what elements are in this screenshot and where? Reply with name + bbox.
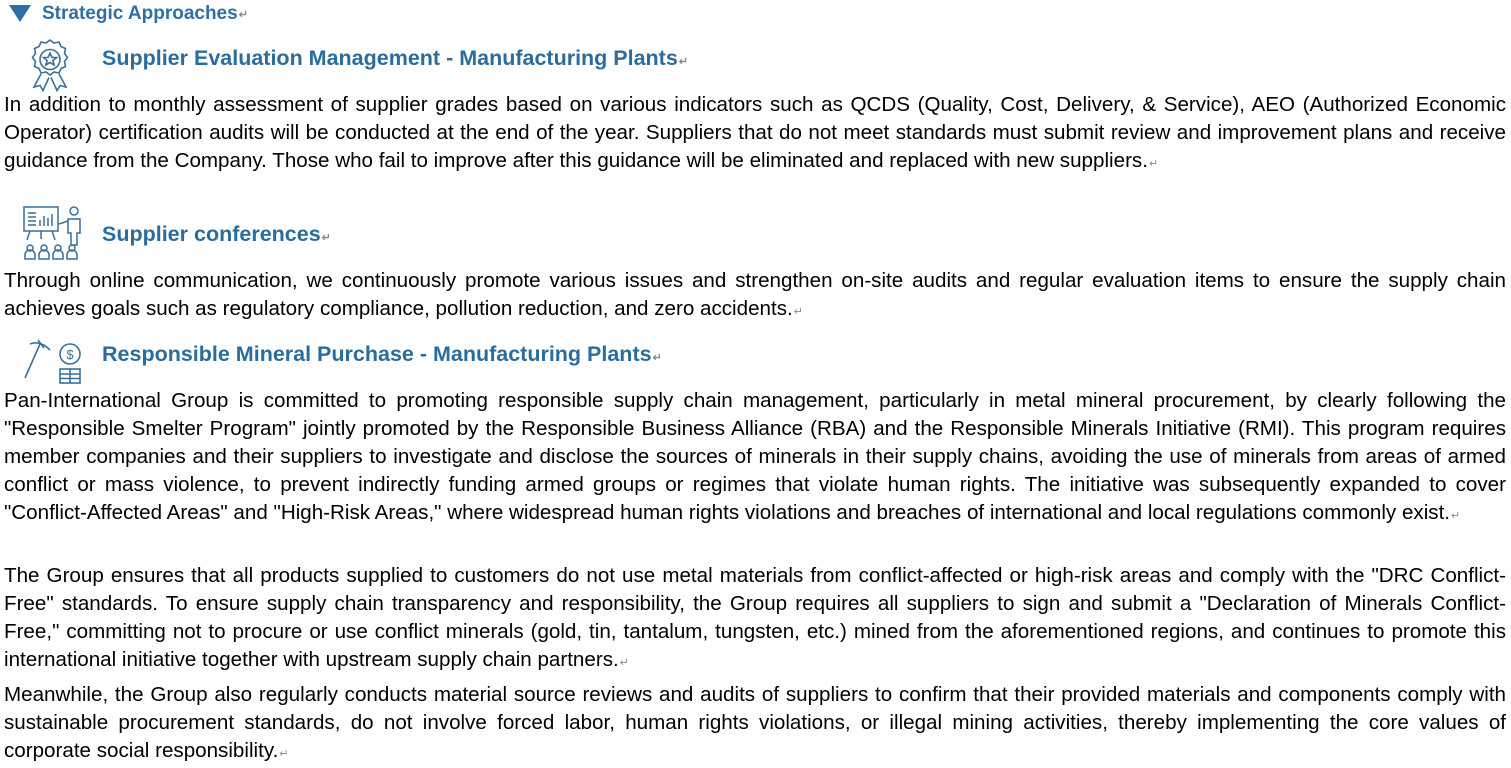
section-header (8, 2, 248, 26)
section-title: Strategic Approaches (42, 3, 238, 24)
paragraph: In addition to monthly assessment of supplier grades based on various indicators such as QCDS (Quality, Cost, Delivery, & Service), AEO (Authorized Economic Operator) certification audits will be conducted at the end of the year. Suppliers that do not meet standards must submit review and improvement plans and receive guidance from the Company. Those who fail to improve after this guidance will be eliminated and replaced with new suppliers.↵ (4, 93, 1506, 172)
paragraph: Pan-International Group is committed to promoting responsible supply chain management, particularly in metal mineral procurement, by clearly following the "Responsible Smelter Program" jointly promoted by the Responsible Business Alliance (RBA) and the Responsible Minerals Initiative (RMI). This program requires member companies and their suppliers to investigate and disclose the sources of minerals in their supply chains, avoiding the use of minerals from areas of armed conflict or mass violence, to prevent indirectly funding armed groups or regimes that violate human rights. The initiative was subsequently expanded to cover "Conflict-Affected Areas" and "High-Risk Areas," where widespread human rights violations and breaches of international and local regulations commonly exist.↵ (4, 389, 1506, 524)
paragraph-mark: ↵ (1451, 510, 1461, 522)
subsection-heading: Responsible Mineral Purchase - Manufacturing Plants↵ (102, 341, 662, 366)
paragraph-mark: ↵ (321, 231, 331, 244)
paragraph-mark: ↵ (619, 657, 629, 669)
subsection-supplier-evaluation (4, 36, 1506, 80)
subsection-supplier-conferences (4, 212, 1506, 256)
paragraph-mark: ↵ (793, 306, 803, 318)
triangle-down-icon[interactable] (8, 3, 34, 25)
paragraph: Meanwhile, the Group also regularly conducts material source reviews and audits of suppliers to confirm that their provided materials and components comply with sustainable procurement standards, do not involve forced labor, human rights violations, or illegal mining activities, thereby implementing the core values of corporate social responsibility.↵ (4, 683, 1506, 762)
pickaxe-coin-icon (22, 336, 82, 392)
presentation-audience-icon (22, 204, 82, 260)
paragraph-mark: ↵ (678, 55, 689, 68)
paragraph-mark: ↵ (279, 748, 289, 760)
award-badge-icon (22, 36, 82, 92)
paragraph-mark: ↵ (1148, 158, 1159, 170)
subsection-responsible-mineral (4, 332, 1506, 376)
paragraph: Through online communication, we continuously promote various issues and strengthen on-site audits and regular evaluation items to ensure the supply chain achieves goals such as regulatory compliance, pollution reduction, and zero accidents.↵ (4, 269, 1506, 320)
paragraph-mark: ↵ (238, 8, 248, 21)
subsection-heading: Supplier conferences↵ (102, 221, 331, 246)
svg-text:$: $ (66, 347, 74, 362)
paragraph: The Group ensures that all products supplied to customers do not use metal materials from conflict-affected or high-risk areas and comply with the "DRC Conflict-Free" standards. To ensure supply chain transparency and responsibility, the Group requires all suppliers to sign and submit a "Declaration of Minerals Conflict-Free," committing not to procure or use conflict minerals (gold, tin, tantalum, tungsten, etc.) mined from the aforementioned regions, and continues to promote this international initiative together with upstream supply chain partners.↵ (4, 564, 1506, 671)
paragraph-mark: ↵ (652, 351, 662, 364)
subsection-heading: Supplier Evaluation Management - Manufacturing Plants↵ (102, 45, 689, 70)
